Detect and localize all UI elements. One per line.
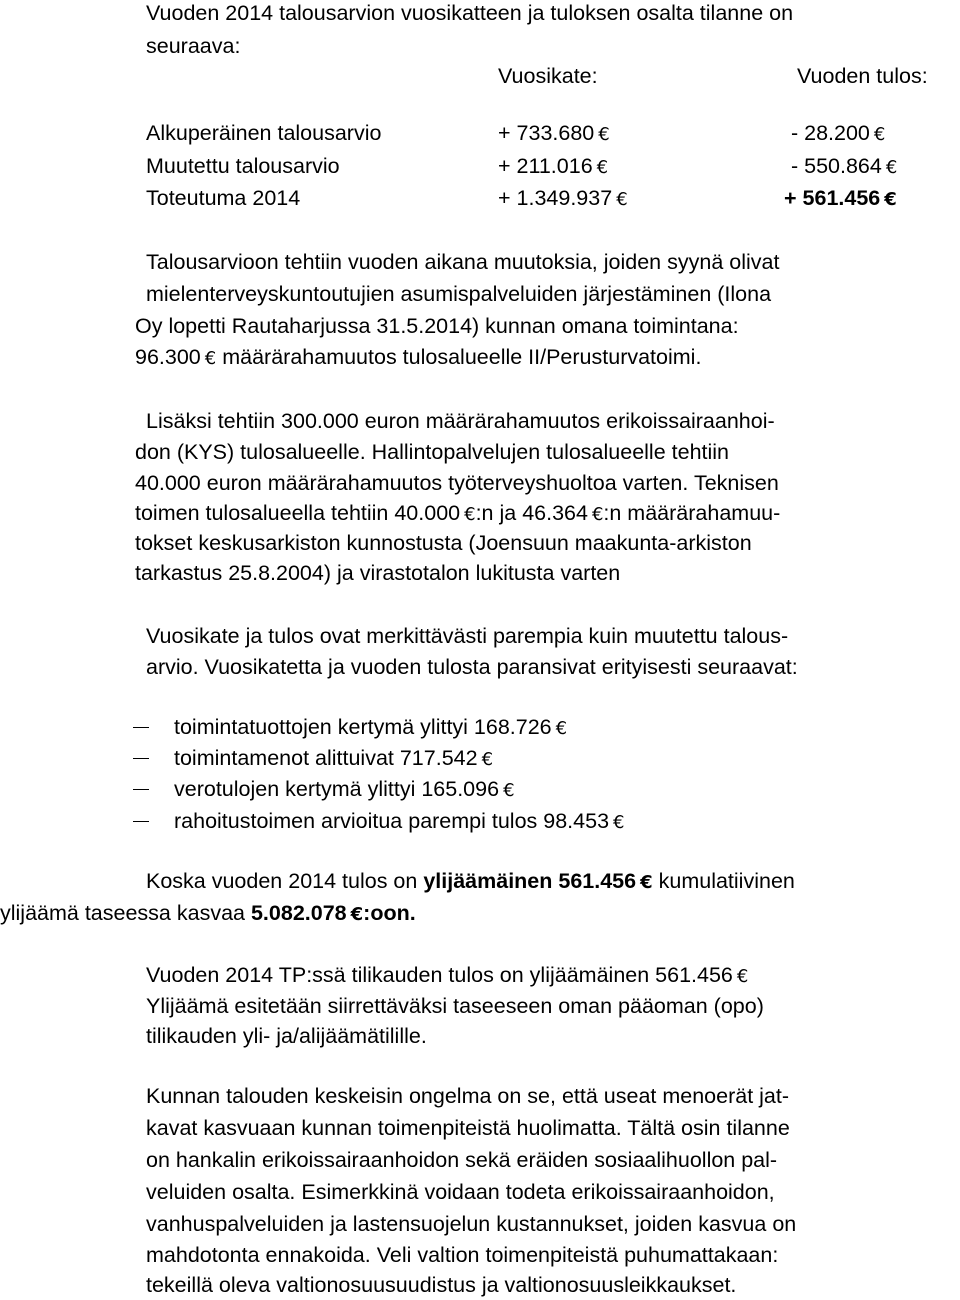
dash-bullet-icon bbox=[133, 789, 149, 790]
euro-sign: € bbox=[616, 189, 628, 210]
euro-sign: € bbox=[640, 872, 653, 893]
ongelma-line-4: veluiden osalta. Esimerkkinä voidaan todeta erikoissairaanhoidon, bbox=[146, 1180, 775, 1204]
muutokset-line-2: mielenterveyskuntoutujien asumispalveluiden järjestäminen (Ilona bbox=[146, 282, 772, 306]
list-item: verotulojen kertymä ylittyi 165.096 € bbox=[174, 776, 515, 804]
row-label-toteutuma: Toteutuma 2014 bbox=[146, 186, 301, 210]
euro-sign: € bbox=[591, 504, 604, 525]
lisaksi-line-6: tarkastus 25.8.2004) ja virastotalon lukitusta varten bbox=[135, 561, 621, 585]
euro-sign: € bbox=[596, 157, 609, 178]
euro-sign: € bbox=[204, 348, 217, 369]
muutokset-line-3: Oy lopetti Rautaharjussa 31.5.2014) kunnan omana toimintana: bbox=[135, 314, 739, 338]
tp-line-3: tilikauden yli- ja/alijäämätilille. bbox=[146, 1024, 427, 1048]
row-label-alkuperainen: Alkuperäinen talousarvio bbox=[146, 121, 382, 145]
lisaksi-line-5: tokset keskusarkiston kunnostusta (Joensuun maakunta-arkiston bbox=[135, 531, 752, 555]
intro-line-1: Vuoden 2014 talousarvion vuosikatteen ja tuloksen osalta tilanne on bbox=[146, 1, 794, 25]
list-item: toimintatuottojen kertymä ylittyi 168.726 € bbox=[174, 714, 567, 742]
euro-sign: € bbox=[884, 189, 897, 210]
row-vuosikate-alkuperainen: + 733.680 € bbox=[498, 120, 610, 148]
intro-line-2: seuraava: bbox=[146, 34, 241, 58]
ongelma-line-2: kavat kasvuaan kunnan toimenpiteistä huolimatta. Tältä osin tilanne bbox=[146, 1116, 790, 1140]
dash-bullet-icon bbox=[133, 758, 149, 759]
euro-sign: € bbox=[736, 966, 749, 987]
header-vuoden-tulos: Vuoden tulos: bbox=[797, 64, 928, 88]
row-vuosikate-toteutuma: + 1.349.937 € bbox=[498, 185, 628, 213]
list-item: toimintamenot alittuivat 717.542 € bbox=[174, 745, 493, 773]
euro-sign: € bbox=[481, 749, 494, 770]
euro-sign: € bbox=[873, 124, 886, 145]
row-tulos-muutettu: - 550.864 € bbox=[791, 153, 897, 181]
list-item: rahoitustoimen arvioitua parempi tulos 98.453 € bbox=[174, 808, 624, 836]
muutokset-line-1: Talousarvioon tehtiin vuoden aikana muutoksia, joiden syynä olivat bbox=[146, 250, 780, 274]
euro-sign: € bbox=[350, 904, 364, 925]
ongelma-line-3: on hankalin erikoissairaanhoidon sekä eräiden sosiaalihuollon pal- bbox=[146, 1148, 778, 1172]
header-vuosikate: Vuosikate: bbox=[498, 64, 598, 88]
lisaksi-line-1: Lisäksi tehtiin 300.000 euron määrärahamuutos erikoissairaanhoi- bbox=[146, 409, 775, 433]
ongelma-line-1: Kunnan talouden keskeisin ongelma on se, että useat menoerät jat- bbox=[146, 1084, 790, 1108]
row-tulos-alkuperainen: - 28.200 € bbox=[791, 120, 885, 148]
tp-line-2: Ylijäämä esitetään siirrettäväksi taseeseen oman pääoman (opo) bbox=[146, 994, 764, 1018]
row-label-muutettu: Muutettu talousarvio bbox=[146, 154, 340, 178]
ongelma-line-6: mahdotonta ennakoida. Veli valtion toimenpiteistä puhumattakaan: bbox=[146, 1243, 779, 1267]
muutokset-line-4: 96.300 € määrärahamuutos tulosalueelle II/Perusturvatoimi. bbox=[135, 344, 701, 370]
euro-sign: € bbox=[464, 504, 476, 525]
tp-line-1: Vuoden 2014 TP:ssä tilikauden tulos on ylijäämäinen 561.456 € bbox=[146, 962, 748, 988]
euro-sign: € bbox=[885, 157, 898, 178]
lisaksi-line-3: 40.000 euron määrärahamuutos työterveyshuoltoa varten. Teknisen bbox=[135, 471, 779, 495]
lisaksi-line-4: toimen tulosalueella tehtiin 40.000 €:n ja 46.364 €:n määrärahamuu- bbox=[135, 500, 780, 526]
row-vuosikate-muutettu: + 211.016 € bbox=[498, 153, 608, 181]
euro-sign: € bbox=[598, 124, 610, 145]
ongelma-line-5: vanhuspalveluiden ja lastensuojelun kustannukset, joiden kasvua on bbox=[146, 1212, 797, 1236]
euro-sign: € bbox=[613, 812, 625, 833]
vuosikate-line-2: arvio. Vuosikatetta ja vuoden tulosta paransivat erityisesti seuraavat: bbox=[146, 655, 798, 679]
koska-line-2: ylijäämä taseessa kasvaa 5.082.078 €:oon. bbox=[0, 900, 416, 926]
dash-bullet-icon bbox=[133, 727, 149, 728]
lisaksi-line-2: don (KYS) tulosalueelle. Hallintopalvelujen tulosalueelle tehtiin bbox=[135, 440, 730, 464]
ongelma-line-7: tekeillä oleva valtionosuusuudistus ja valtionosuusleikkaukset. bbox=[146, 1273, 737, 1297]
row-tulos-toteutuma: + 561.456 € bbox=[784, 185, 897, 213]
koska-line-1: Koska vuoden 2014 tulos on ylijäämäinen 561.456 € kumulatiivinen bbox=[146, 868, 795, 894]
vuosikate-line-1: Vuosikate ja tulos ovat merkittävästi parempia kuin muutettu talous- bbox=[146, 624, 789, 648]
dash-bullet-icon bbox=[133, 821, 149, 822]
euro-sign: € bbox=[503, 780, 515, 801]
euro-sign: € bbox=[555, 718, 568, 739]
